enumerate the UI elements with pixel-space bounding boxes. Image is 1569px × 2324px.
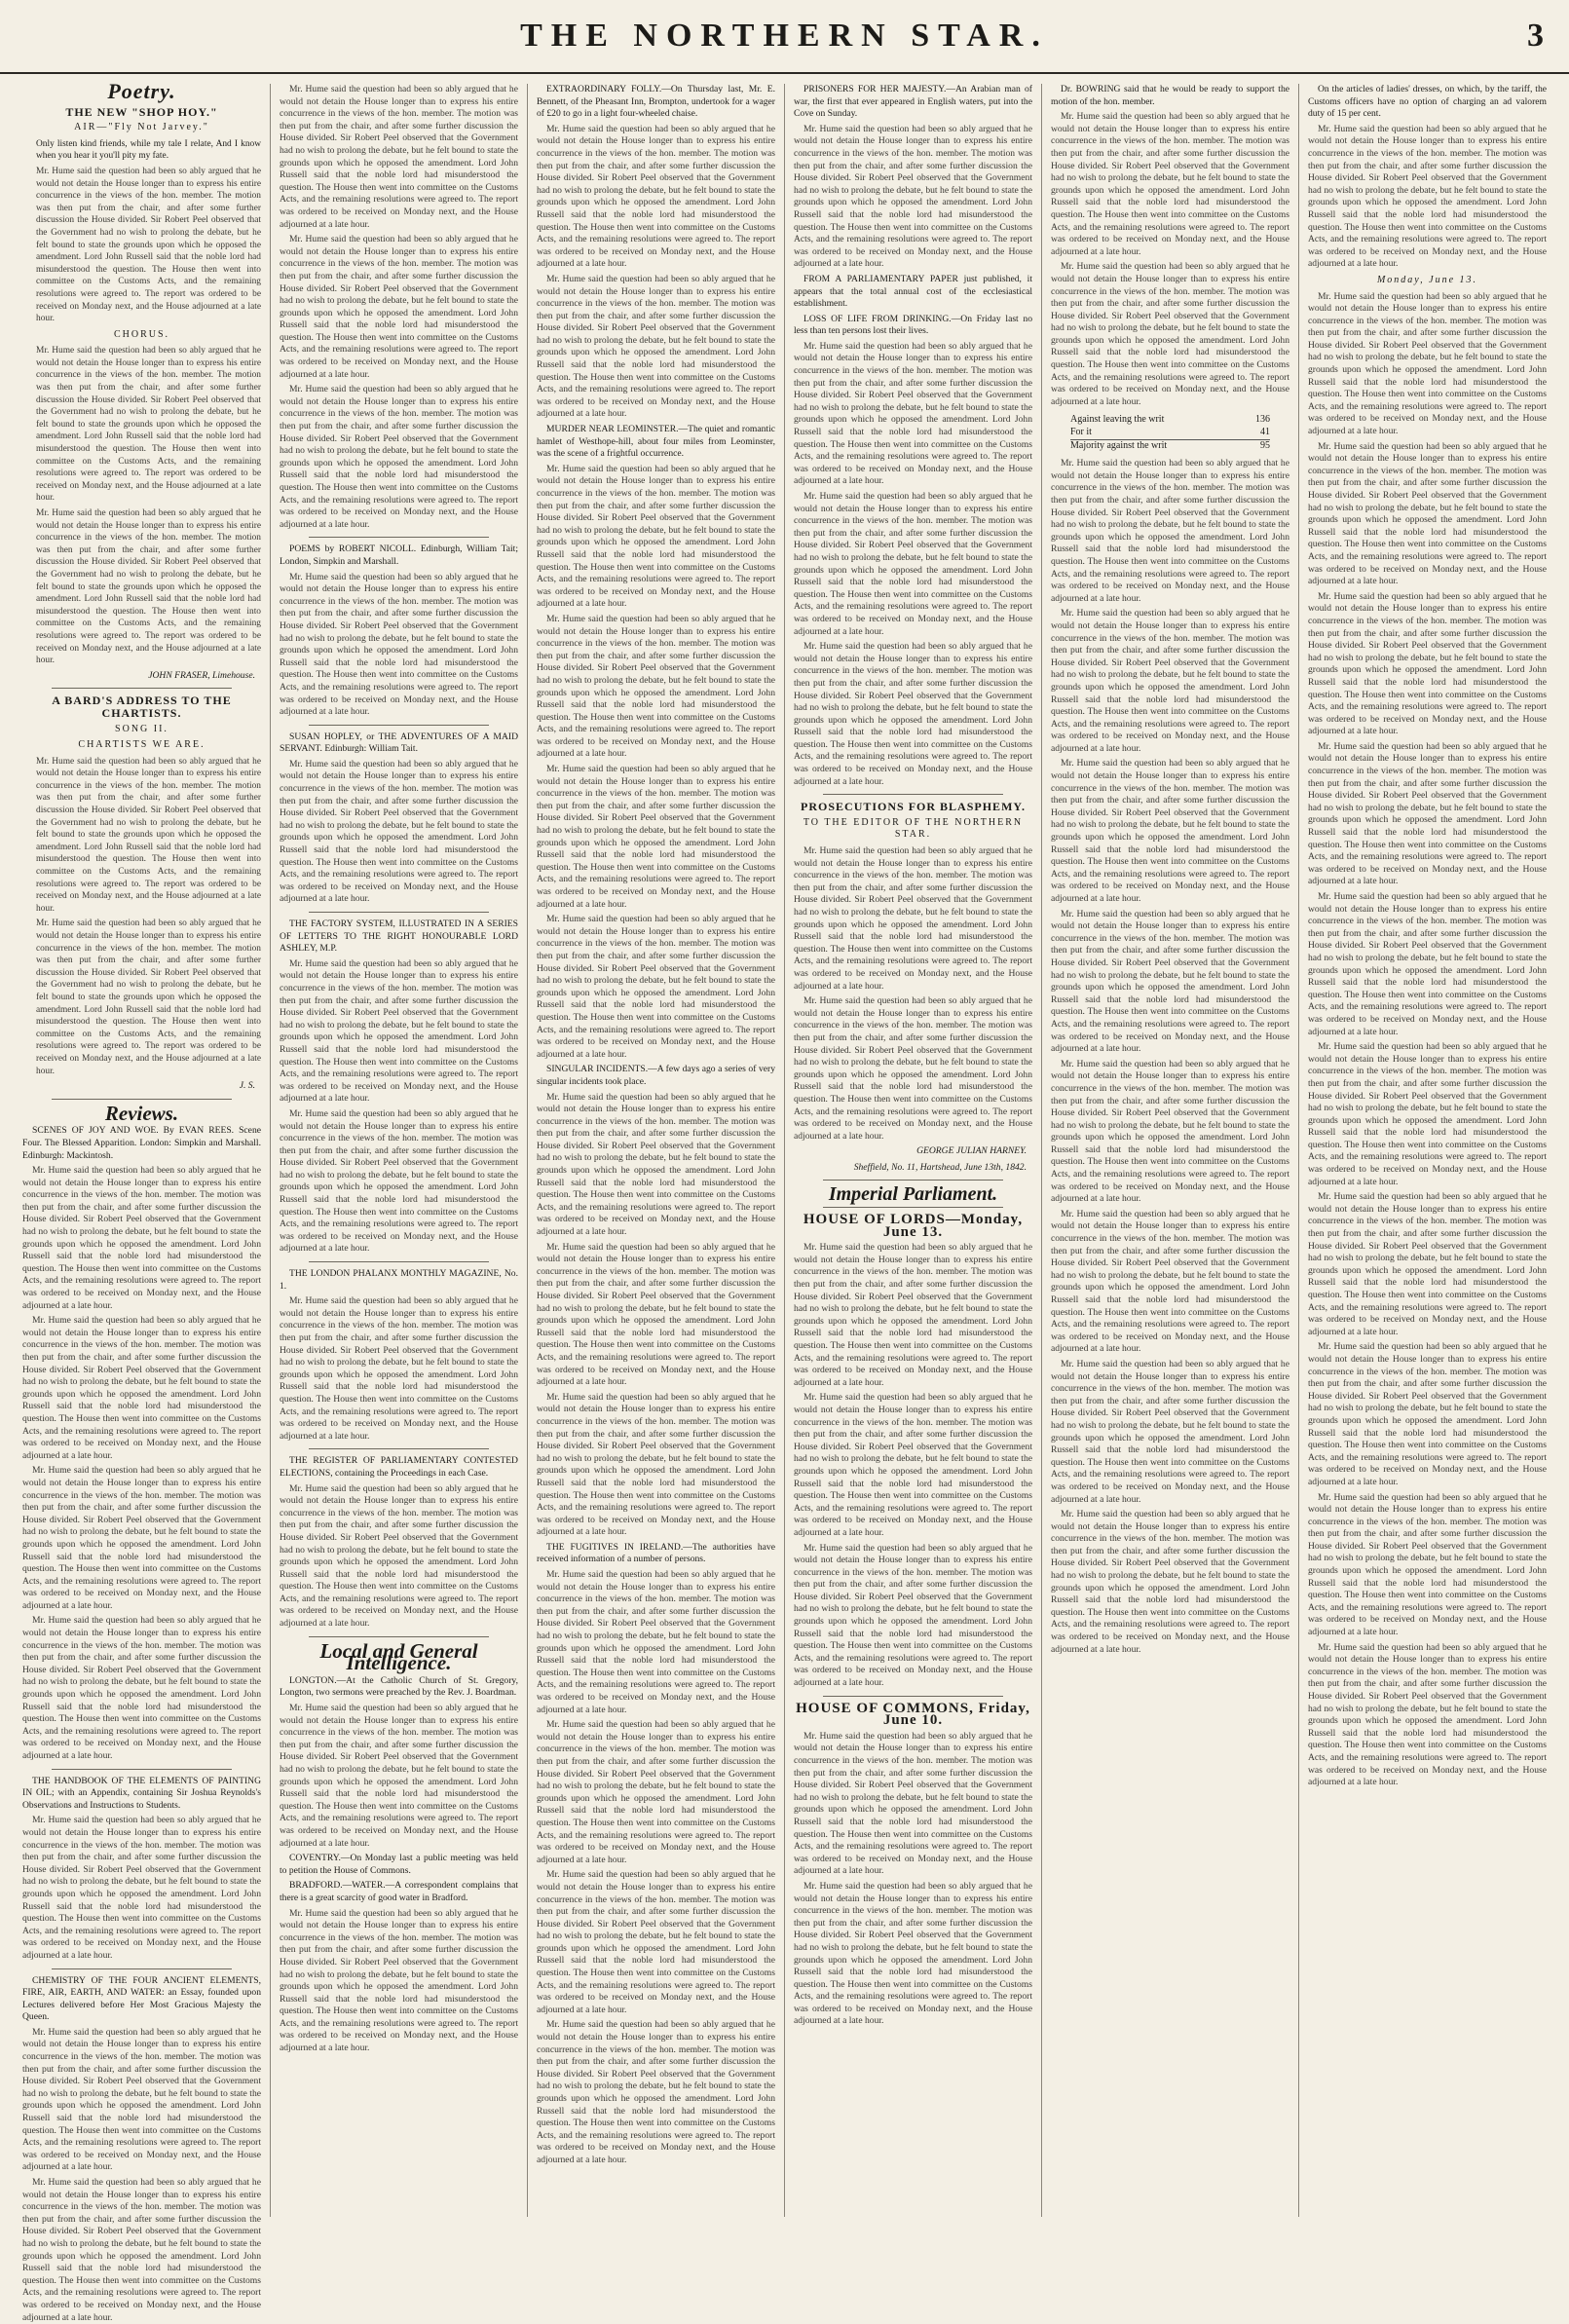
columns [14, 79, 1555, 2323]
house-heading: HOUSE OF LORDS—Monday, June 13. [803, 1212, 1024, 1240]
column-2 [271, 84, 528, 2217]
news-body: Mr. Hume said the question had been so ably argued that he would not detain the House longer than to express his entire concurrence in the views of the hon. member. The motion was then put from the chair, and after some further discussion the House divided. Sir Robert Peel observed that the Government had no wish to prolong the debate, but he felt bound to state the grounds upon which he opposed the amendment. Lord John Russell said that the noble lord had misunderstood the question. The House then went into committee on the Customs Acts, and the remaining resolutions were agreed to. The report was ordered to be received on Monday next, and the House adjourned at a late hour. [537, 273, 775, 420]
news-body: Mr. Hume said the question had been so ably argued that he would not detain the House longer than to express his entire concurrence in the views of the hon. member. The motion was then put from the chair, and after some further discussion the House divided. Sir Robert Peel observed that the Government had no wish to prolong the debate, but he felt bound to state the grounds upon which he opposed the amendment. Lord John Russell said that the noble lord had misunderstood the question. The House then went into committee on the Customs Acts, and the remaining resolutions were agreed to. The report was ordered to be received on Monday next, and the House adjourned at a late hour. [280, 1907, 518, 2054]
letter-body: Mr. Hume said the question had been so ably argued that he would not detain the House longer than to express his entire concurrence in the views of the hon. member. The motion was then put from the chair, and after some further discussion the House divided. Sir Robert Peel observed that the Government had no wish to prolong the debate, but he felt bound to state the grounds upon which he opposed the amendment. Lord John Russell said that the noble lord had misunderstood the question. The House then went into committee on the Customs Acts, and the remaining resolutions were agreed to. The report was ordered to be received on Monday next, and the House adjourned at a late hour. [794, 995, 1032, 1142]
section-heading-local: Local and General Intelligence. [319, 1638, 478, 1675]
column-5 [1042, 84, 1299, 2217]
debate-body: Mr. Hume said the question had been so ably argued that he would not detain the House longer than to express his entire concurrence in the views of the hon. member. The motion was then put from the chair, and after some further discussion the House divided. Sir Robert Peel observed that the Government had no wish to prolong the debate, but he felt bound to state the grounds upon which he opposed the amendment. Lord John Russell said that the noble lord had misunderstood the question. The House then went into committee on the Customs Acts, and the remaining resolutions were agreed to. The report was ordered to be received on Monday next, and the House adjourned at a late hour. [1051, 111, 1289, 257]
debate-body: Dr. BOWRING said that he would be ready to support the motion of the hon. member. [1051, 84, 1289, 107]
divider [309, 912, 489, 913]
divider [309, 725, 489, 726]
divider [52, 1099, 232, 1100]
debate-body: On the articles of ladies' dresses, on which, by the tariff, the Customs officers have no option of charging an ad valorem duty of 15 per cent. [1308, 84, 1547, 120]
article-body: Mr. Hume said the question had been so ably argued that he would not detain the House longer than to express his entire concurrence in the views of the hon. member. The motion was then put from the chair, and after some further discussion the House divided. Sir Robert Peel observed that the Government had no wish to prolong the debate, but he felt bound to state the grounds upon which he opposed the amendment. Lord John Russell said that the noble lord had misunderstood the question. The House then went into committee on the Customs Acts, and the remaining resolutions were agreed to. The report was ordered to be received on Monday next, and the House adjourned at a late hour. [280, 84, 518, 230]
divider [309, 1261, 489, 1262]
debate-body: Mr. Hume said the question had been so ably argued that he would not detain the House longer than to express his entire concurrence in the views of the hon. member. The motion was then put from the chair, and after some further discussion the House divided. Sir Robert Peel observed that the Government had no wish to prolong the debate, but he felt bound to state the grounds upon which he opposed the amendment. Lord John Russell said that the noble lord had misunderstood the question. The House then went into committee on the Customs Acts, and the remaining resolutions were agreed to. The report was ordered to be received on Monday next, and the House adjourned at a late hour. [794, 1730, 1032, 1877]
review-body: Mr. Hume said the question had been so ably argued that he would not detain the House longer than to express his entire concurrence in the views of the hon. member. The motion was then put from the chair, and after some further discussion the House divided. Sir Robert Peel observed that the Government had no wish to prolong the debate, but he felt bound to state the grounds upon which he opposed the amendment. Lord John Russell said that the noble lord had misunderstood the question. The House then went into committee on the Customs Acts, and the remaining resolutions were agreed to. The report was ordered to be received on Monday next, and the House adjourned at a late hour. [280, 1107, 518, 1255]
letter-signature: GEORGE JULIAN HARNEY. [916, 1145, 1027, 1157]
divider [823, 794, 1003, 795]
division-row [1070, 414, 1270, 427]
debate-body: Mr. Hume said the question had been so ably argued that he would not detain the House longer than to express his entire concurrence in the views of the hon. member. The motion was then put from the chair, and after some further discussion the House divided. Sir Robert Peel observed that the Government had no wish to prolong the debate, but he felt bound to state the grounds upon which he opposed the amendment. Lord John Russell said that the noble lord had misunderstood the question. The House then went into committee on the Customs Acts, and the remaining resolutions were agreed to. The report was ordered to be received on Monday next, and the House adjourned at a late hour. [1308, 891, 1547, 1037]
news-body: Mr. Hume said the question had been so ably argued that he would not detain the House longer than to express his entire concurrence in the views of the hon. member. The motion was then put from the chair, and after some further discussion the House divided. Sir Robert Peel observed that the Government had no wish to prolong the debate, but he felt bound to state the grounds upon which he opposed the amendment. Lord John Russell said that the noble lord had misunderstood the question. The House then went into committee on the Customs Acts, and the remaining resolutions were agreed to. The report was ordered to be received on Monday next, and the House adjourned at a late hour. [537, 613, 775, 760]
debate-body: Mr. Hume said the question had been so ably argued that he would not detain the House longer than to express his entire concurrence in the views of the hon. member. The motion was then put from the chair, and after some further discussion the House divided. Sir Robert Peel observed that the Government had no wish to prolong the debate, but he felt bound to state the grounds upon which he opposed the amendment. Lord John Russell said that the noble lord had misunderstood the question. The House then went into committee on the Customs Acts, and the remaining resolutions were agreed to. The report was ordered to be received on Monday next, and the House adjourned at a late hour. [1051, 1358, 1289, 1505]
divider [823, 1696, 1003, 1697]
news-body: Mr. Hume said the question had been so ably argued that he would not detain the House longer than to express his entire concurrence in the views of the hon. member. The motion was then put from the chair, and after some further discussion the House divided. Sir Robert Peel observed that the Government had no wish to prolong the debate, but he felt bound to state the grounds upon which he opposed the amendment. Lord John Russell said that the noble lord had misunderstood the question. The House then went into committee on the Customs Acts, and the remaining resolutions were agreed to. The report was ordered to be received on Monday next, and the House adjourned at a late hour. [280, 1703, 518, 1849]
review-body: Mr. Hume said the question had been so ably argued that he would not detain the House longer than to express his entire concurrence in the views of the hon. member. The motion was then put from the chair, and after some further discussion the House divided. Sir Robert Peel observed that the Government had no wish to prolong the debate, but he felt bound to state the grounds upon which he opposed the amendment. Lord John Russell said that the noble lord had misunderstood the question. The House then went into committee on the Customs Acts, and the remaining resolutions were agreed to. The report was ordered to be received on Monday next, and the House adjourned at a late hour. [280, 758, 518, 905]
division-list [1070, 414, 1270, 452]
debate-body: Mr. Hume said the question had been so ably argued that he would not detain the House longer than to express his entire concurrence in the views of the hon. member. The motion was then put from the chair, and after some further discussion the House divided. Sir Robert Peel observed that the Government had no wish to prolong the debate, but he felt bound to state the grounds upon which he opposed the amendment. Lord John Russell said that the noble lord had misunderstood the question. The House then went into committee on the Customs Acts, and the remaining resolutions were agreed to. The report was ordered to be received on Monday next, and the House adjourned at a late hour. [1051, 458, 1289, 604]
column-3 [528, 84, 785, 2217]
news-item: PRISONERS FOR HER MAJESTY.—An Arabian man of war, the first that ever appeared in English waters, put into the Cove on Sunday. [794, 84, 1032, 120]
newspaper-title: THE NORTHERN STAR. [520, 18, 1049, 54]
review-heading: CHEMISTRY OF THE FOUR ANCIENT ELEMENTS, FIRE, AIR, EARTH, AND WATER: an Essay, founded upon Lectures delivered before Her Most Gracious Majesty the Queen. [22, 1974, 261, 2023]
review-body: Mr. Hume said the question had been so ably argued that he would not detain the House longer than to express his entire concurrence in the views of the hon. member. The motion was then put from the chair, and after some further discussion the House divided. Sir Robert Peel observed that the Government had no wish to prolong the debate, but he felt bound to state the grounds upon which he opposed the amendment. Lord John Russell said that the noble lord had misunderstood the question. The House then went into committee on the Customs Acts, and the remaining resolutions were agreed to. The report was ordered to be received on Monday next, and the House adjourned at a late hour. [22, 2026, 261, 2173]
news-item: FROM A PARLIAMENTARY PAPER just published, it appears that the total annual cost of the ecclesiastical establishment. [794, 273, 1032, 310]
date-heading: Monday, June 13. [1376, 274, 1478, 285]
debate-body: Mr. Hume said the question had been so ably argued that he would not detain the House longer than to express his entire concurrence in the views of the hon. member. The motion was then put from the chair, and after some further discussion the House divided. Sir Robert Peel observed that the Government had no wish to prolong the debate, but he felt bound to state the grounds upon which he opposed the amendment. Lord John Russell said that the noble lord had misunderstood the question. The House then went into committee on the Customs Acts, and the remaining resolutions were agreed to. The report was ordered to be received on Monday next, and the House adjourned at a late hour. [1308, 740, 1547, 887]
divider [52, 1769, 232, 1770]
section-heading-parliament: Imperial Parliament. [828, 1183, 998, 1206]
review-heading: THE FACTORY SYSTEM, ILLUSTRATED IN A SERIES OF LETTERS TO THE RIGHT HONOURABLE LORD ASHLEY, M.P. [280, 918, 518, 955]
letter-body: Mr. Hume said the question had been so ably argued that he would not detain the House longer than to express his entire concurrence in the views of the hon. member. The motion was then put from the chair, and after some further discussion the House divided. Sir Robert Peel observed that the Government had no wish to prolong the debate, but he felt bound to state the grounds upon which he opposed the amendment. Lord John Russell said that the noble lord had misunderstood the question. The House then went into committee on the Customs Acts, and the remaining resolutions were agreed to. The report was ordered to be received on Monday next, and the House adjourned at a late hour. [794, 845, 1032, 992]
news-body: Mr. Hume said the question had been so ably argued that he would not detain the House longer than to express his entire concurrence in the views of the hon. member. The motion was then put from the chair, and after some further discussion the House divided. Sir Robert Peel observed that the Government had no wish to prolong the debate, but he felt bound to state the grounds upon which he opposed the amendment. Lord John Russell said that the noble lord had misunderstood the question. The House then went into committee on the Customs Acts, and the remaining resolutions were agreed to. The report was ordered to be received on Monday next, and the House adjourned at a late hour. [537, 764, 775, 910]
news-body: Mr. Hume said the question had been so ably argued that he would not detain the House longer than to express his entire concurrence in the views of the hon. member. The motion was then put from the chair, and after some further discussion the House divided. Sir Robert Peel observed that the Government had no wish to prolong the debate, but he felt bound to state the grounds upon which he opposed the amendment. Lord John Russell said that the noble lord had misunderstood the question. The House then went into committee on the Customs Acts, and the remaining resolutions were agreed to. The report was ordered to be received on Monday next, and the House adjourned at a late hour. [794, 641, 1032, 787]
poem-verse: Mr. Hume said the question had been so ably argued that he would not detain the House longer than to express his entire concurrence in the views of the hon. member. The motion was then put from the chair, and after some further discussion the House divided. Sir Robert Peel observed that the Government had no wish to prolong the debate, but he felt bound to state the grounds upon which he opposed the amendment. Lord John Russell said that the noble lord had misunderstood the question. The House then went into committee on the Customs Acts, and the remaining resolutions were agreed to. The report was ordered to be received on Monday next, and the House adjourned at a late hour. [36, 346, 261, 504]
debate-body: Mr. Hume said the question had been so ably argued that he would not detain the House longer than to express his entire concurrence in the views of the hon. member. The motion was then put from the chair, and after some further discussion the House divided. Sir Robert Peel observed that the Government had no wish to prolong the debate, but he felt bound to state the grounds upon which he opposed the amendment. Lord John Russell said that the noble lord had misunderstood the question. The House then went into committee on the Customs Acts, and the remaining resolutions were agreed to. The report was ordered to be received on Monday next, and the House adjourned at a late hour. [1308, 440, 1547, 587]
poem-signature: JOHN FRASER, Limehouse. [148, 669, 255, 681]
review-body: Mr. Hume said the question had been so ably argued that he would not detain the House longer than to express his entire concurrence in the views of the hon. member. The motion was then put from the chair, and after some further discussion the House divided. Sir Robert Peel observed that the Government had no wish to prolong the debate, but he felt bound to state the grounds upon which he opposed the amendment. Lord John Russell said that the noble lord had misunderstood the question. The House then went into committee on the Customs Acts, and the remaining resolutions were agreed to. The report was ordered to be received on Monday next, and the House adjourned at a late hour. [280, 571, 518, 718]
division-label: For it [1070, 427, 1092, 438]
news-body: Mr. Hume said the question had been so ably argued that he would not detain the House longer than to express his entire concurrence in the views of the hon. member. The motion was then put from the chair, and after some further discussion the House divided. Sir Robert Peel observed that the Government had no wish to prolong the debate, but he felt bound to state the grounds upon which he opposed the amendment. Lord John Russell said that the noble lord had misunderstood the question. The House then went into committee on the Customs Acts, and the remaining resolutions were agreed to. The report was ordered to be received on Monday next, and the House adjourned at a late hour. [537, 1391, 775, 1538]
review-body: Mr. Hume said the question had been so ably argued that he would not detain the House longer than to express his entire concurrence in the views of the hon. member. The motion was then put from the chair, and after some further discussion the House divided. Sir Robert Peel observed that the Government had no wish to prolong the debate, but he felt bound to state the grounds upon which he opposed the amendment. Lord John Russell said that the noble lord had misunderstood the question. The House then went into committee on the Customs Acts, and the remaining resolutions were agreed to. The report was ordered to be received on Monday next, and the House adjourned at a late hour. [280, 1482, 518, 1630]
news-body: Mr. Hume said the question had been so ably argued that he would not detain the House longer than to express his entire concurrence in the views of the hon. member. The motion was then put from the chair, and after some further discussion the House divided. Sir Robert Peel observed that the Government had no wish to prolong the debate, but he felt bound to state the grounds upon which he opposed the amendment. Lord John Russell said that the noble lord had misunderstood the question. The House then went into committee on the Customs Acts, and the remaining resolutions were agreed to. The report was ordered to be received on Monday next, and the House adjourned at a late hour. [794, 491, 1032, 637]
news-body: Mr. Hume said the question had been so ably argued that he would not detain the House longer than to express his entire concurrence in the views of the hon. member. The motion was then put from the chair, and after some further discussion the House divided. Sir Robert Peel observed that the Government had no wish to prolong the debate, but he felt bound to state the grounds upon which he opposed the amendment. Lord John Russell said that the noble lord had misunderstood the question. The House then went into committee on the Customs Acts, and the remaining resolutions were agreed to. The report was ordered to be received on Monday next, and the House adjourned at a late hour. [537, 1091, 775, 1238]
divider [823, 1180, 1003, 1181]
news-body: Mr. Hume said the question had been so ably argued that he would not detain the House longer than to express his entire concurrence in the views of the hon. member. The motion was then put from the chair, and after some further discussion the House divided. Sir Robert Peel observed that the Government had no wish to prolong the debate, but he felt bound to state the grounds upon which he opposed the amendment. Lord John Russell said that the noble lord had misunderstood the question. The House then went into committee on the Customs Acts, and the remaining resolutions were agreed to. The report was ordered to be received on Monday next, and the House adjourned at a late hour. [537, 914, 775, 1060]
poem-song: SONG II. [115, 723, 168, 734]
debate-body: Mr. Hume said the question had been so ably argued that he would not detain the House longer than to express his entire concurrence in the views of the hon. member. The motion was then put from the chair, and after some further discussion the House divided. Sir Robert Peel observed that the Government had no wish to prolong the debate, but he felt bound to state the grounds upon which he opposed the amendment. Lord John Russell said that the noble lord had misunderstood the question. The House then went into committee on the Customs Acts, and the remaining resolutions were agreed to. The report was ordered to be received on Monday next, and the House adjourned at a late hour. [1051, 1509, 1289, 1655]
news-body: Mr. Hume said the question had been so ably argued that he would not detain the House longer than to express his entire concurrence in the views of the hon. member. The motion was then put from the chair, and after some further discussion the House divided. Sir Robert Peel observed that the Government had no wish to prolong the debate, but he felt bound to state the grounds upon which he opposed the amendment. Lord John Russell said that the noble lord had misunderstood the question. The House then went into committee on the Customs Acts, and the remaining resolutions were agreed to. The report was ordered to be received on Monday next, and the House adjourned at a late hour. [537, 1719, 775, 1865]
poem-verse: Mr. Hume said the question had been so ably argued that he would not detain the House longer than to express his entire concurrence in the views of the hon. member. The motion was then put from the chair, and after some further discussion the House divided. Sir Robert Peel observed that the Government had no wish to prolong the debate, but he felt bound to state the grounds upon which he opposed the amendment. Lord John Russell said that the noble lord had misunderstood the question. The House then went into committee on the Customs Acts, and the remaining resolutions were agreed to. The report was ordered to be received on Monday next, and the House adjourned at a late hour. [36, 756, 261, 914]
poem-verse: Mr. Hume said the question had been so ably argued that he would not detain the House longer than to express his entire concurrence in the views of the hon. member. The motion was then put from the chair, and after some further discussion the House divided. Sir Robert Peel observed that the Government had no wish to prolong the debate, but he felt bound to state the grounds upon which he opposed the amendment. Lord John Russell said that the noble lord had misunderstood the question. The House then went into committee on the Customs Acts, and the remaining resolutions were agreed to. The report was ordered to be received on Monday next, and the House adjourned at a late hour. [36, 508, 261, 666]
division-value: 136 [1255, 414, 1270, 426]
poem-verse: Only listen kind friends, while my tale I relate, And I know when you hear it you'll pity my fate. [36, 138, 261, 162]
news-item: LONGTON.—At the Catholic Church of St. Gregory, Longton, two sermons were preached by the Rev. J. Boardman. [280, 1674, 518, 1699]
news-body: Mr. Hume said the question had been so ably argued that he would not detain the House longer than to express his entire concurrence in the views of the hon. member. The motion was then put from the chair, and after some further discussion the House divided. Sir Robert Peel observed that the Government had no wish to prolong the debate, but he felt bound to state the grounds upon which he opposed the amendment. Lord John Russell said that the noble lord had misunderstood the question. The House then went into committee on the Customs Acts, and the remaining resolutions were agreed to. The report was ordered to be received on Monday next, and the House adjourned at a late hour. [794, 340, 1032, 487]
news-body: Mr. Hume said the question had been so ably argued that he would not detain the House longer than to express his entire concurrence in the views of the hon. member. The motion was then put from the chair, and after some further discussion the House divided. Sir Robert Peel observed that the Government had no wish to prolong the debate, but he felt bound to state the grounds upon which he opposed the amendment. Lord John Russell said that the noble lord had misunderstood the question. The House then went into committee on the Customs Acts, and the remaining resolutions were agreed to. The report was ordered to be received on Monday next, and the House adjourned at a late hour. [537, 123, 775, 270]
news-item: LOSS OF LIFE FROM DRINKING.—On Friday last no less than ten persons lost their lives. [794, 313, 1032, 337]
poem-subtitle: CHARTISTS WE ARE. [78, 739, 205, 751]
debate-body: Mr. Hume said the question had been so ably argued that he would not detain the House longer than to express his entire concurrence in the views of the hon. member. The motion was then put from the chair, and after some further discussion the House divided. Sir Robert Peel observed that the Government had no wish to prolong the debate, but he felt bound to state the grounds upon which he opposed the amendment. Lord John Russell said that the noble lord had misunderstood the question. The House then went into committee on the Customs Acts, and the remaining resolutions were agreed to. The report was ordered to be received on Monday next, and the House adjourned at a late hour. [1308, 1341, 1547, 1487]
page-number: 3 [1527, 18, 1544, 54]
division-label: Against leaving the writ [1070, 414, 1165, 426]
debate-body: Mr. Hume said the question had been so ably argued that he would not detain the House longer than to express his entire concurrence in the views of the hon. member. The motion was then put from the chair, and after some further discussion the House divided. Sir Robert Peel observed that the Government had no wish to prolong the debate, but he felt bound to state the grounds upon which he opposed the amendment. Lord John Russell said that the noble lord had misunderstood the question. The House then went into committee on the Customs Acts, and the remaining resolutions were agreed to. The report was ordered to be received on Monday next, and the House adjourned at a late hour. [794, 1242, 1032, 1388]
debate-body: Mr. Hume said the question had been so ably argued that he would not detain the House longer than to express his entire concurrence in the views of the hon. member. The motion was then put from the chair, and after some further discussion the House divided. Sir Robert Peel observed that the Government had no wish to prolong the debate, but he felt bound to state the grounds upon which he opposed the amendment. Lord John Russell said that the noble lord had misunderstood the question. The House then went into committee on the Customs Acts, and the remaining resolutions were agreed to. The report was ordered to be received on Monday next, and the House adjourned at a late hour. [1308, 123, 1547, 270]
article-body: Mr. Hume said the question had been so ably argued that he would not detain the House longer than to express his entire concurrence in the views of the hon. member. The motion was then put from the chair, and after some further discussion the House divided. Sir Robert Peel observed that the Government had no wish to prolong the debate, but he felt bound to state the grounds upon which he opposed the amendment. Lord John Russell said that the noble lord had misunderstood the question. The House then went into committee on the Customs Acts, and the remaining resolutions were agreed to. The report was ordered to be received on Monday next, and the House adjourned at a late hour. [280, 234, 518, 380]
news-item: COVENTRY.—On Monday last a public meeting was held to petition the House of Commons. [280, 1853, 518, 1876]
column-4 [785, 84, 1042, 2217]
debate-body: Mr. Hume said the question had been so ably argued that he would not detain the House longer than to express his entire concurrence in the views of the hon. member. The motion was then put from the chair, and after some further discussion the House divided. Sir Robert Peel observed that the Government had no wish to prolong the debate, but he felt bound to state the grounds upon which he opposed the amendment. Lord John Russell said that the noble lord had misunderstood the question. The House then went into committee on the Customs Acts, and the remaining resolutions were agreed to. The report was ordered to be received on Monday next, and the House adjourned at a late hour. [1308, 1191, 1547, 1337]
debate-body: Mr. Hume said the question had been so ably argued that he would not detain the House longer than to express his entire concurrence in the views of the hon. member. The motion was then put from the chair, and after some further discussion the House divided. Sir Robert Peel observed that the Government had no wish to prolong the debate, but he felt bound to state the grounds upon which he opposed the amendment. Lord John Russell said that the noble lord had misunderstood the question. The House then went into committee on the Customs Acts, and the remaining resolutions were agreed to. The report was ordered to be received on Monday next, and the House adjourned at a late hour. [1308, 590, 1547, 737]
poem-air: AIR—"Fly Not Jarvey." [74, 122, 209, 133]
debate-body: Mr. Hume said the question had been so ably argued that he would not detain the House longer than to express his entire concurrence in the views of the hon. member. The motion was then put from the chair, and after some further discussion the House divided. Sir Robert Peel observed that the Government had no wish to prolong the debate, but he felt bound to state the grounds upon which he opposed the amendment. Lord John Russell said that the noble lord had misunderstood the question. The House then went into committee on the Customs Acts, and the remaining resolutions were agreed to. The report was ordered to be received on Monday next, and the House adjourned at a late hour. [1051, 1058, 1289, 1205]
divider [52, 688, 232, 689]
division-row [1070, 439, 1270, 453]
review-heading: POEMS by ROBERT NICOLL. Edinburgh, William Tait; London, Simpkin and Marshall. [280, 544, 518, 567]
news-body: Mr. Hume said the question had been so ably argued that he would not detain the House longer than to express his entire concurrence in the views of the hon. member. The motion was then put from the chair, and after some further discussion the House divided. Sir Robert Peel observed that the Government had no wish to prolong the debate, but he felt bound to state the grounds upon which he opposed the amendment. Lord John Russell said that the noble lord had misunderstood the question. The House then went into committee on the Customs Acts, and the remaining resolutions were agreed to. The report was ordered to be received on Monday next, and the House adjourned at a late hour. [794, 123, 1032, 270]
letter-address: TO THE EDITOR OF THE NORTHERN STAR. [803, 816, 1024, 841]
review-body: Mr. Hume said the question had been so ably argued that he would not detain the House longer than to express his entire concurrence in the views of the hon. member. The motion was then put from the chair, and after some further discussion the House divided. Sir Robert Peel observed that the Government had no wish to prolong the debate, but he felt bound to state the grounds upon which he opposed the amendment. Lord John Russell said that the noble lord had misunderstood the question. The House then went into committee on the Customs Acts, and the remaining resolutions were agreed to. The report was ordered to be received on Monday next, and the House adjourned at a late hour. [22, 1315, 261, 1461]
poem-verse: Mr. Hume said the question had been so ably argued that he would not detain the House longer than to express his entire concurrence in the views of the hon. member. The motion was then put from the chair, and after some further discussion the House divided. Sir Robert Peel observed that the Government had no wish to prolong the debate, but he felt bound to state the grounds upon which he opposed the amendment. Lord John Russell said that the noble lord had misunderstood the question. The House then went into committee on the Customs Acts, and the remaining resolutions were agreed to. The report was ordered to be received on Monday next, and the House adjourned at a late hour. [36, 166, 261, 324]
poem-verse: Mr. Hume said the question had been so ably argued that he would not detain the House longer than to express his entire concurrence in the views of the hon. member. The motion was then put from the chair, and after some further discussion the House divided. Sir Robert Peel observed that the Government had no wish to prolong the debate, but he felt bound to state the grounds upon which he opposed the amendment. Lord John Russell said that the noble lord had misunderstood the question. The House then went into committee on the Customs Acts, and the remaining resolutions were agreed to. The report was ordered to be received on Monday next, and the House adjourned at a late hour. [36, 918, 261, 1076]
division-row [1070, 427, 1270, 439]
review-body: Mr. Hume said the question had been so ably argued that he would not detain the House longer than to express his entire concurrence in the views of the hon. member. The motion was then put from the chair, and after some further discussion the House divided. Sir Robert Peel observed that the Government had no wish to prolong the debate, but he felt bound to state the grounds upon which he opposed the amendment. Lord John Russell said that the noble lord had misunderstood the question. The House then went into committee on the Customs Acts, and the remaining resolutions were agreed to. The report was ordered to be received on Monday next, and the House adjourned at a late hour. [22, 2177, 261, 2323]
chorus-label: CHORUS. [113, 328, 170, 340]
review-body: Mr. Hume said the question had been so ably argued that he would not detain the House longer than to express his entire concurrence in the views of the hon. member. The motion was then put from the chair, and after some further discussion the House divided. Sir Robert Peel observed that the Government had no wish to prolong the debate, but he felt bound to state the grounds upon which he opposed the amendment. Lord John Russell said that the noble lord had misunderstood the question. The House then went into committee on the Customs Acts, and the remaining resolutions were agreed to. The report was ordered to be received on Monday next, and the House adjourned at a late hour. [22, 1465, 261, 1611]
review-body: Mr. Hume said the question had been so ably argued that he would not detain the House longer than to express his entire concurrence in the views of the hon. member. The motion was then put from the chair, and after some further discussion the House divided. Sir Robert Peel observed that the Government had no wish to prolong the debate, but he felt bound to state the grounds upon which he opposed the amendment. Lord John Russell said that the noble lord had misunderstood the question. The House then went into committee on the Customs Acts, and the remaining resolutions were agreed to. The report was ordered to be received on Monday next, and the House adjourned at a late hour. [280, 1295, 518, 1442]
news-item: MURDER NEAR LEOMINSTER.—The quiet and romantic hamlet of Westhope-hill, about four miles from Leominster, was the scene of a frightful occurrence. [537, 424, 775, 460]
debate-body: Mr. Hume said the question had been so ably argued that he would not detain the House longer than to express his entire concurrence in the views of the hon. member. The motion was then put from the chair, and after some further discussion the House divided. Sir Robert Peel observed that the Government had no wish to prolong the debate, but he felt bound to state the grounds upon which he opposed the amendment. Lord John Russell said that the noble lord had misunderstood the question. The House then went into committee on the Customs Acts, and the remaining resolutions were agreed to. The report was ordered to be received on Monday next, and the House adjourned at a late hour. [1308, 1041, 1547, 1187]
debate-body: Mr. Hume said the question had been so ably argued that he would not detain the House longer than to express his entire concurrence in the views of the hon. member. The motion was then put from the chair, and after some further discussion the House divided. Sir Robert Peel observed that the Government had no wish to prolong the debate, but he felt bound to state the grounds upon which he opposed the amendment. Lord John Russell said that the noble lord had misunderstood the question. The House then went into committee on the Customs Acts, and the remaining resolutions were agreed to. The report was ordered to be received on Monday next, and the House adjourned at a late hour. [1051, 758, 1289, 904]
news-item: SINGULAR INCIDENTS.—A few days ago a series of very singular incidents took place. [537, 1064, 775, 1087]
debate-body: Mr. Hume said the question had been so ably argued that he would not detain the House longer than to express his entire concurrence in the views of the hon. member. The motion was then put from the chair, and after some further discussion the House divided. Sir Robert Peel observed that the Government had no wish to prolong the debate, but he felt bound to state the grounds upon which he opposed the amendment. Lord John Russell said that the noble lord had misunderstood the question. The House then went into committee on the Customs Acts, and the remaining resolutions were agreed to. The report was ordered to be received on Monday next, and the House adjourned at a late hour. [1051, 608, 1289, 754]
poem-title: THE NEW "SHOP HOY." [65, 104, 218, 119]
review-heading: SCENES OF JOY AND WOE. By EVAN REES. Scene Four. The Blessed Apparition. London: Simpkin and Marshall. Edinburgh: Mackintosh. [22, 1125, 261, 1161]
review-heading: THE LONDON PHALANX MONTHLY MAGAZINE, No. 1. [280, 1268, 518, 1292]
column-1 [14, 79, 271, 2323]
news-body: Mr. Hume said the question had been so ably argued that he would not detain the House longer than to express his entire concurrence in the views of the hon. member. The motion was then put from the chair, and after some further discussion the House divided. Sir Robert Peel observed that the Government had no wish to prolong the debate, but he felt bound to state the grounds upon which he opposed the amendment. Lord John Russell said that the noble lord had misunderstood the question. The House then went into committee on the Customs Acts, and the remaining resolutions were agreed to. The report was ordered to be received on Monday next, and the House adjourned at a late hour. [537, 1241, 775, 1388]
news-item: BRADFORD.—WATER.—A correspondent complains that there is a great scarcity of good water in Bradford. [280, 1880, 518, 1903]
section-heading-reviews: Reviews. [104, 1101, 179, 1125]
divider [823, 1207, 1003, 1208]
masthead [0, 0, 1569, 74]
review-body: Mr. Hume said the question had been so ably argued that he would not detain the House longer than to express his entire concurrence in the views of the hon. member. The motion was then put from the chair, and after some further discussion the House divided. Sir Robert Peel observed that the Government had no wish to prolong the debate, but he felt bound to state the grounds upon which he opposed the amendment. Lord John Russell said that the noble lord had misunderstood the question. The House then went into committee on the Customs Acts, and the remaining resolutions were agreed to. The report was ordered to be received on Monday next, and the House adjourned at a late hour. [22, 1815, 261, 1961]
news-body: Mr. Hume said the question had been so ably argued that he would not detain the House longer than to express his entire concurrence in the views of the hon. member. The motion was then put from the chair, and after some further discussion the House divided. Sir Robert Peel observed that the Government had no wish to prolong the debate, but he felt bound to state the grounds upon which he opposed the amendment. Lord John Russell said that the noble lord had misunderstood the question. The House then went into committee on the Customs Acts, and the remaining resolutions were agreed to. The report was ordered to be received on Monday next, and the House adjourned at a late hour. [537, 1569, 775, 1715]
review-body: Mr. Hume said the question had been so ably argued that he would not detain the House longer than to express his entire concurrence in the views of the hon. member. The motion was then put from the chair, and after some further discussion the House divided. Sir Robert Peel observed that the Government had no wish to prolong the debate, but he felt bound to state the grounds upon which he opposed the amendment. Lord John Russell said that the noble lord had misunderstood the question. The House then went into committee on the Customs Acts, and the remaining resolutions were agreed to. The report was ordered to be received on Monday next, and the House adjourned at a late hour. [22, 1165, 261, 1311]
debate-body: Mr. Hume said the question had been so ably argued that he would not detain the House longer than to express his entire concurrence in the views of the hon. member. The motion was then put from the chair, and after some further discussion the House divided. Sir Robert Peel observed that the Government had no wish to prolong the debate, but he felt bound to state the grounds upon which he opposed the amendment. Lord John Russell said that the noble lord had misunderstood the question. The House then went into committee on the Customs Acts, and the remaining resolutions were agreed to. The report was ordered to be received on Monday next, and the House adjourned at a late hour. [794, 1542, 1032, 1689]
news-item: EXTRAORDINARY FOLLY.—On Thursday last, Mr. E. Bennett, of the Pheasant Inn, Brompton, undertook for a wager of £20 to go in a light four-wheeled chaise. [537, 84, 775, 120]
poem-title: A BARD'S ADDRESS TO THE CHARTISTS. [52, 693, 232, 720]
debate-body: Mr. Hume said the question had been so ably argued that he would not detain the House longer than to express his entire concurrence in the views of the hon. member. The motion was then put from the chair, and after some further discussion the House divided. Sir Robert Peel observed that the Government had no wish to prolong the debate, but he felt bound to state the grounds upon which he opposed the amendment. Lord John Russell said that the noble lord had misunderstood the question. The House then went into committee on the Customs Acts, and the remaining resolutions were agreed to. The report was ordered to be received on Monday next, and the House adjourned at a late hour. [1051, 908, 1289, 1055]
debate-body: Mr. Hume said the question had been so ably argued that he would not detain the House longer than to express his entire concurrence in the views of the hon. member. The motion was then put from the chair, and after some further discussion the House divided. Sir Robert Peel observed that the Government had no wish to prolong the debate, but he felt bound to state the grounds upon which he opposed the amendment. Lord John Russell said that the noble lord had misunderstood the question. The House then went into committee on the Customs Acts, and the remaining resolutions were agreed to. The report was ordered to be received on Monday next, and the House adjourned at a late hour. [794, 1880, 1032, 2027]
news-item: THE FUGITIVES IN IRELAND.—The authorities have received information of a number of persons. [537, 1541, 775, 1565]
debate-body: Mr. Hume said the question had been so ably argued that he would not detain the House longer than to express his entire concurrence in the views of the hon. member. The motion was then put from the chair, and after some further discussion the House divided. Sir Robert Peel observed that the Government had no wish to prolong the debate, but he felt bound to state the grounds upon which he opposed the amendment. Lord John Russell said that the noble lord had misunderstood the question. The House then went into committee on the Customs Acts, and the remaining resolutions were agreed to. The report was ordered to be received on Monday next, and the House adjourned at a late hour. [1051, 261, 1289, 407]
debate-body: Mr. Hume said the question had been so ably argued that he would not detain the House longer than to express his entire concurrence in the views of the hon. member. The motion was then put from the chair, and after some further discussion the House divided. Sir Robert Peel observed that the Government had no wish to prolong the debate, but he felt bound to state the grounds upon which he opposed the amendment. Lord John Russell said that the noble lord had misunderstood the question. The House then went into committee on the Customs Acts, and the remaining resolutions were agreed to. The report was ordered to be received on Monday next, and the House adjourned at a late hour. [794, 1392, 1032, 1538]
review-body: Mr. Hume said the question had been so ably argued that he would not detain the House longer than to express his entire concurrence in the views of the hon. member. The motion was then put from the chair, and after some further discussion the House divided. Sir Robert Peel observed that the Government had no wish to prolong the debate, but he felt bound to state the grounds upon which he opposed the amendment. Lord John Russell said that the noble lord had misunderstood the question. The House then went into committee on the Customs Acts, and the remaining resolutions were agreed to. The report was ordered to be received on Monday next, and the House adjourned at a late hour. [22, 1615, 261, 1761]
news-body: Mr. Hume said the question had been so ably argued that he would not detain the House longer than to express his entire concurrence in the views of the hon. member. The motion was then put from the chair, and after some further discussion the House divided. Sir Robert Peel observed that the Government had no wish to prolong the debate, but he felt bound to state the grounds upon which he opposed the amendment. Lord John Russell said that the noble lord had misunderstood the question. The House then went into committee on the Customs Acts, and the remaining resolutions were agreed to. The report was ordered to be received on Monday next, and the House adjourned at a late hour. [537, 463, 775, 610]
debate-body: Mr. Hume said the question had been so ably argued that he would not detain the House longer than to express his entire concurrence in the views of the hon. member. The motion was then put from the chair, and after some further discussion the House divided. Sir Robert Peel observed that the Government had no wish to prolong the debate, but he felt bound to state the grounds upon which he opposed the amendment. Lord John Russell said that the noble lord had misunderstood the question. The House then went into committee on the Customs Acts, and the remaining resolutions were agreed to. The report was ordered to be received on Monday next, and the House adjourned at a late hour. [1308, 290, 1547, 437]
review-heading: SUSAN HOPLEY, or THE ADVENTURES OF A MAID SERVANT. Edinburgh: William Tait. [280, 731, 518, 755]
section-heading-poetry: Poetry. [107, 79, 176, 103]
division-value: 41 [1260, 427, 1270, 438]
divider [309, 1636, 489, 1637]
division-value: 95 [1260, 439, 1270, 451]
news-body: Mr. Hume said the question had been so ably argued that he would not detain the House longer than to express his entire concurrence in the views of the hon. member. The motion was then put from the chair, and after some further discussion the House divided. Sir Robert Peel observed that the Government had no wish to prolong the debate, but he felt bound to state the grounds upon which he opposed the amendment. Lord John Russell said that the noble lord had misunderstood the question. The House then went into committee on the Customs Acts, and the remaining resolutions were agreed to. The report was ordered to be received on Monday next, and the House adjourned at a late hour. [537, 1869, 775, 2015]
divider [309, 1448, 489, 1449]
house-heading: HOUSE OF COMMONS, Friday, June 10. [796, 1700, 1030, 1729]
debate-body: Mr. Hume said the question had been so ably argued that he would not detain the House longer than to express his entire concurrence in the views of the hon. member. The motion was then put from the chair, and after some further discussion the House divided. Sir Robert Peel observed that the Government had no wish to prolong the debate, but he felt bound to state the grounds upon which he opposed the amendment. Lord John Russell said that the noble lord had misunderstood the question. The House then went into committee on the Customs Acts, and the remaining resolutions were agreed to. The report was ordered to be received on Monday next, and the House adjourned at a late hour. [1308, 1491, 1547, 1638]
news-body: Mr. Hume said the question had been so ably argued that he would not detain the House longer than to express his entire concurrence in the views of the hon. member. The motion was then put from the chair, and after some further discussion the House divided. Sir Robert Peel observed that the Government had no wish to prolong the debate, but he felt bound to state the grounds upon which he opposed the amendment. Lord John Russell said that the noble lord had misunderstood the question. The House then went into committee on the Customs Acts, and the remaining resolutions were agreed to. The report was ordered to be received on Monday next, and the House adjourned at a late hour. [537, 2019, 775, 2165]
column-6 [1299, 84, 1555, 2217]
debate-body: Mr. Hume said the question had been so ably argued that he would not detain the House longer than to express his entire concurrence in the views of the hon. member. The motion was then put from the chair, and after some further discussion the House divided. Sir Robert Peel observed that the Government had no wish to prolong the debate, but he felt bound to state the grounds upon which he opposed the amendment. Lord John Russell said that the noble lord had misunderstood the question. The House then went into committee on the Customs Acts, and the remaining resolutions were agreed to. The report was ordered to be received on Monday next, and the House adjourned at a late hour. [1051, 1208, 1289, 1355]
poem-signature: J. S. [239, 1080, 255, 1092]
review-body: Mr. Hume said the question had been so ably argued that he would not detain the House longer than to express his entire concurrence in the views of the hon. member. The motion was then put from the chair, and after some further discussion the House divided. Sir Robert Peel observed that the Government had no wish to prolong the debate, but he felt bound to state the grounds upon which he opposed the amendment. Lord John Russell said that the noble lord had misunderstood the question. The House then went into committee on the Customs Acts, and the remaining resolutions were agreed to. The report was ordered to be received on Monday next, and the House adjourned at a late hour. [280, 957, 518, 1105]
divider [309, 537, 489, 538]
review-heading: THE HANDBOOK OF THE ELEMENTS OF PAINTING IN OIL; with an Appendix, containing Sir Joshua Reynolds's Observations and Instructions to Students. [22, 1775, 261, 1811]
article-heading: PROSECUTIONS FOR BLASPHEMY. [801, 800, 1026, 814]
letter-place: Sheffield, No. 11, Hartshead, June 13th, 1842. [853, 1161, 1027, 1173]
article-body: Mr. Hume said the question had been so ably argued that he would not detain the House longer than to express his entire concurrence in the views of the hon. member. The motion was then put from the chair, and after some further discussion the House divided. Sir Robert Peel observed that the Government had no wish to prolong the debate, but he felt bound to state the grounds upon which he opposed the amendment. Lord John Russell said that the noble lord had misunderstood the question. The House then went into committee on the Customs Acts, and the remaining resolutions were agreed to. The report was ordered to be received on Monday next, and the House adjourned at a late hour. [280, 384, 518, 530]
division-label: Majority against the writ [1070, 439, 1168, 451]
divider [52, 1968, 232, 1969]
debate-body: Mr. Hume said the question had been so ably argued that he would not detain the House longer than to express his entire concurrence in the views of the hon. member. The motion was then put from the chair, and after some further discussion the House divided. Sir Robert Peel observed that the Government had no wish to prolong the debate, but he felt bound to state the grounds upon which he opposed the amendment. Lord John Russell said that the noble lord had misunderstood the question. The House then went into committee on the Customs Acts, and the remaining resolutions were agreed to. The report was ordered to be received on Monday next, and the House adjourned at a late hour. [1308, 1641, 1547, 1788]
review-heading: THE REGISTER OF PARLIAMENTARY CONTESTED ELECTIONS, containing the Proceedings in each Case. [280, 1455, 518, 1479]
